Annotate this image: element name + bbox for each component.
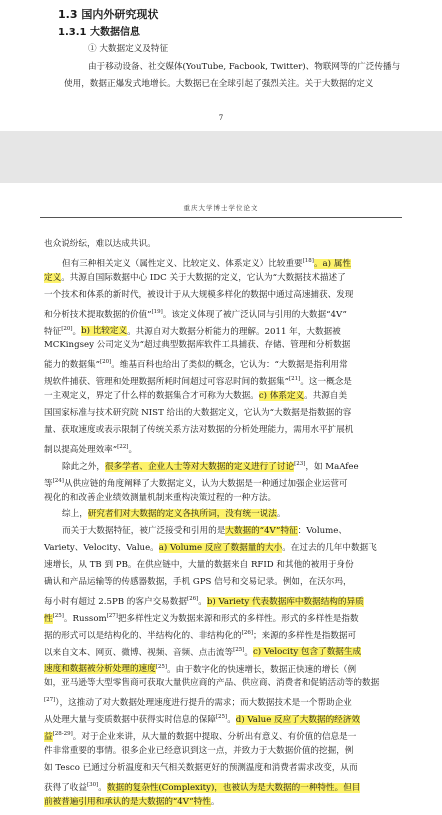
text-run: 。共源自对大数据分析能力的理解。2011 年，大数据被: [127, 326, 341, 337]
text-run: 以来自文本、网页、微博、视频、音频、点击流等: [44, 647, 234, 658]
page-number: 7: [218, 114, 224, 122]
body-line: [44, 678, 379, 689]
citation-ref: [23]: [294, 460, 306, 467]
text-run: ：Volume、: [297, 526, 347, 537]
body-line: [44, 695, 352, 709]
highlighted-text: a) Volume 反应了数据量的大小: [158, 543, 283, 554]
citation-ref: [24]: [52, 477, 64, 484]
text-run: 。由于数字化的快速增长，数据正快速的增长（例: [167, 664, 357, 675]
text-run: 一个技术和体系的新时代，被设计于从大规模多样化的数据中通过高速捕获、发现: [44, 289, 354, 300]
citation-ref: [20]: [61, 325, 73, 332]
running-header: 重庆大学博士学位论文: [183, 204, 259, 212]
text-run: 等: [44, 478, 53, 489]
page-gap: [0, 131, 442, 183]
body-line: [44, 746, 353, 757]
highlighted-text: b) Variety 代表数据库中数据结构的异质: [206, 596, 364, 607]
citation-ref: [30]: [86, 781, 99, 788]
body-line: [44, 763, 358, 774]
text-run: 规软件捕获、管理和处理数据所耗时间超过可容忍时间的数据集”: [44, 377, 290, 388]
highlighted-text: 速度和数据被分析处理的速度: [44, 664, 156, 675]
text-run: 综上，: [62, 509, 88, 520]
text-run: 也众说纷纭，难以达成共识。: [44, 239, 156, 249]
text-run: 件非常重要的事情。很多企业已经意识到这一点，并致力于大数据价值的挖掘，例: [44, 746, 354, 756]
body-line: [44, 662, 356, 676]
body-line: [62, 509, 285, 520]
body-line: [44, 357, 348, 371]
citation-ref: [26]: [241, 629, 253, 636]
citation-ref: [28-29]: [52, 731, 73, 738]
body-line: [44, 729, 356, 743]
highlighted-text: 研究者们对大数据的定义各执所词，没有统一说法: [87, 509, 277, 520]
text-run: 如，亚马逊等大型零售商可获取大量供应商的产品、供应商、消费者和促销活动等的数据: [44, 678, 380, 689]
body-line: [44, 425, 353, 436]
highlighted-text: c) 体系定义: [258, 391, 305, 402]
citation-ref: [26]: [186, 595, 199, 602]
text-run: 。对于企业来讲，从大量的数据中提取、分析出有意义、有价值的信息是一: [72, 731, 357, 742]
text-run: 获得了收益: [44, 782, 87, 793]
highlighted-text: 性: [44, 613, 53, 624]
body-line: [44, 780, 360, 794]
body-line: [44, 560, 354, 571]
body-line: [62, 256, 351, 270]
highlighted-text: 前被普遍引用和承认的是大数据的“4V”特性: [44, 796, 211, 807]
highlighted-text: 定义: [44, 272, 62, 283]
citation-ref: [27]: [44, 697, 56, 704]
subsection-heading: 1.3.1 大数据信息: [58, 27, 140, 38]
highlighted-text: c) Velocity 包含了数据生成: [252, 647, 362, 658]
body-line: [62, 459, 359, 473]
text-run: 。Russom: [63, 613, 107, 624]
text-run: Variety、Velocity、Value。: [44, 543, 159, 554]
text-run: 。该定义体现了被广泛认同与引用的大数据“4V”: [162, 309, 347, 320]
text-run: 。: [72, 326, 82, 337]
text-run: MCKingsey 公司定义为“超过典型数据库软件工具捕获、存储、管理和分析数据: [44, 340, 351, 351]
highlighted-text: 数据的复杂性(Complexity)，也被认为是大数据的一种特性。但目: [106, 782, 361, 793]
header-rule: [40, 217, 402, 218]
text-run: 。: [98, 782, 107, 793]
citation-ref: [18]: [302, 257, 314, 264]
body-line: [44, 476, 348, 490]
text-run: 制以提高处理效率”: [44, 444, 118, 455]
highlighted-text: b) 比较定义: [81, 326, 128, 337]
citation-ref: [21]: [289, 376, 301, 383]
text-run: 。: [198, 596, 207, 607]
text-run: 。: [227, 715, 236, 726]
text-run: 视化的和改善企业绩效测量机制来重构决策过程的一种方法。: [44, 492, 277, 503]
body-line: [44, 493, 276, 504]
text-run: 把多样性定义为数据来源和形式的多样性。形式的多样性是指数: [117, 613, 359, 624]
citation-ref: [27]: [106, 612, 118, 619]
citation-ref: [25]: [52, 612, 64, 619]
citation-ref: [19]: [151, 308, 163, 315]
text-run: 每小时有超过 2.5PB 的客户交易数据: [44, 596, 187, 607]
body-line: 使用，数据正爆发式地增长。大数据已在全球引起了强烈关注。关于大数据的定义: [64, 79, 374, 89]
text-run: ；来源的多样性是指数据可: [252, 630, 357, 641]
text-run: ），这推动了对大数据处理速度进行提升的需求；而大数据技术是一个帮助企业: [55, 698, 352, 709]
text-run: 。这一概念是: [300, 377, 352, 388]
body-line: [44, 797, 219, 808]
body-line: [62, 526, 347, 537]
item-heading: ① 大数据定义及特征: [88, 44, 169, 54]
body-line: [44, 374, 352, 388]
body-line: [44, 645, 361, 659]
text-run: 。共源自国际数据中心 IDC 关于大数据的定义，它认为“大数据技术描述了: [61, 272, 346, 283]
highlighted-text: 大数据的“4V”特征: [225, 526, 298, 537]
text-run: 确认和产品运输等的传感器数据，手机 GPS 信号和交易记录。例如，在沃尔玛，: [44, 577, 352, 587]
highlighted-text: 。a) 属性: [313, 258, 351, 269]
body-line: [44, 594, 364, 608]
text-run: 特征: [44, 326, 62, 337]
section-heading: 1.3 国内外研究现状: [58, 8, 159, 21]
text-run: 。: [276, 509, 286, 520]
body-line: [44, 307, 347, 321]
text-run: 国国家标准与技术研究院 NIST 给出的大数据定义，它认为“大数据是指数据的容: [44, 408, 352, 418]
citation-ref: [25]: [233, 646, 245, 653]
highlighted-text: 很多学者、企业人士等对大数据的定义进行了讨论: [104, 461, 295, 472]
text-run: 。: [244, 647, 253, 658]
text-run: ，如 MaAfee: [305, 461, 359, 472]
text-run: 量、获取速度或表示限制了传统关系方法对数据的分析处理能力，需用水平扩展机: [44, 424, 354, 435]
citation-ref: [22]: [117, 443, 129, 450]
body-line: [44, 324, 341, 338]
body-line: [44, 408, 351, 419]
body-line: 由于移动设备、社交媒体(YouTube, Facbook, Twitter)、物联网等的广泛传播与: [88, 62, 401, 72]
text-run: 而关于大数据特征，被广泛接受和引用的是: [62, 526, 226, 537]
text-run: 。维基百科也给出了类似的概念，它认为：“大数据是指利用常: [111, 360, 348, 371]
body-line: [44, 290, 353, 301]
text-run: 从处理大量与变质数据中获得实时信息的保障: [44, 715, 216, 726]
body-line: [44, 543, 377, 554]
text-run: 但有三种相关定义（属性定义、比较定义、体系定义）比较重要: [62, 258, 303, 269]
text-run: 一主观定义，界定了什么样的数据集合才可称为大数据。: [44, 391, 259, 402]
highlighted-text: 益: [44, 731, 53, 742]
text-run: 速增长，从 TB 到 PB。在供应链中，大量的数据来自 RFID 和其他的被用于身份: [44, 560, 354, 571]
body-line: [44, 239, 156, 250]
citation-ref: [25]: [215, 714, 228, 721]
body-line: [44, 577, 352, 588]
citation-ref: [25]: [155, 663, 168, 670]
text-run: 。: [210, 796, 220, 807]
text-run: 据的形式可以是结构化的、半结构化的、非结构化的: [44, 630, 242, 641]
text-run: 。在过去的几年中数据飞: [282, 543, 377, 554]
text-run: 和分析技术提取数据的价值”: [44, 309, 152, 320]
text-run: 。: [128, 444, 138, 455]
body-line: [44, 273, 346, 284]
body-line: [44, 442, 137, 456]
text-run: 如 Tesco 已通过分析温度和天气相关数据更好的预测温度和消费者需求改变，从而: [44, 762, 358, 773]
page-top: [0, 0, 442, 131]
body-line: [44, 611, 359, 625]
text-run: 除此之外，: [62, 461, 105, 472]
body-line: [44, 340, 350, 351]
body-line: [44, 628, 356, 642]
text-run: 。共源自美: [304, 391, 348, 402]
text-run: 能力的数据集”: [44, 360, 100, 371]
body-line: [44, 712, 360, 726]
citation-ref: [20]: [99, 359, 112, 366]
page-bottom: [0, 183, 442, 815]
highlighted-text: d) Value 反应了大数据的经济效: [235, 715, 360, 726]
body-line: [44, 391, 347, 402]
text-run: 从供应链的角度阐释了大数据定义，认为大数据是一种通过加强企业运营可: [63, 478, 348, 489]
